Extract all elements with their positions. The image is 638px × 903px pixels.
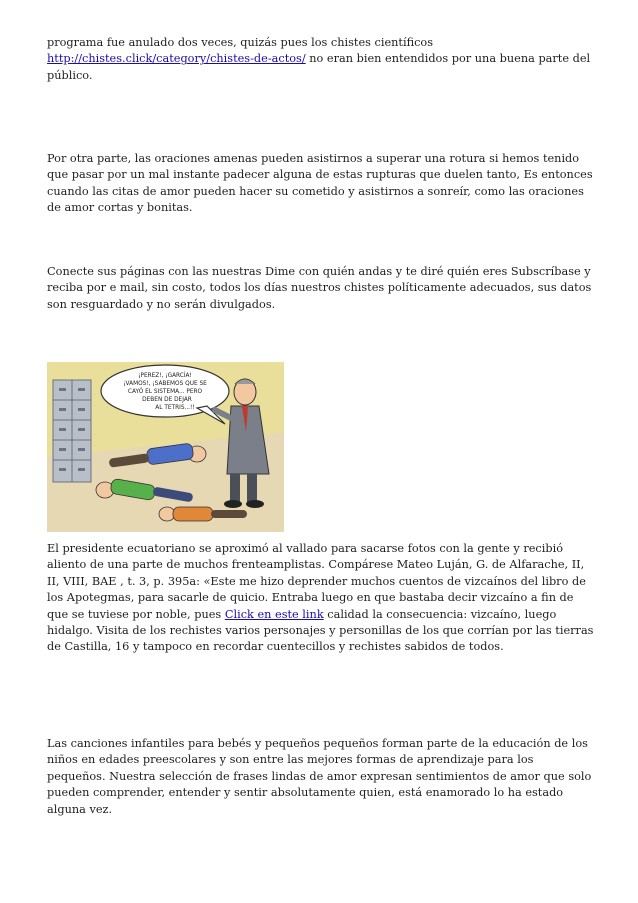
paragraph-5: Las canciones infantiles para bebés y pequeños pequeños forman parte de la educación de los niños en edades preescolares y son entre las mejores formas de aprendizaje para los pequeños. Nuestra selección de frases lindas de amor expresan sentimientos de amor que solo pueden comprender, entender y sentir absolutamente quien, está enamorado lo ha estado alguna vez. (47, 737, 592, 816)
paragraph-4 (47, 541, 595, 656)
bubble-line-1: ¡PEREZ!, ¡GARCÍA! (138, 373, 192, 379)
office-cartoon-image (47, 362, 284, 532)
filing-cabinet (53, 380, 91, 482)
paragraph-3: Conecte sus páginas con las nuestras Dime con quién andas y te diré quién eres Subscríbase y reciba por e mail, sin costo, todos los días nuestros chistes políticamente adecuados, sus datos son resguardado y no serán divulgados. (47, 265, 592, 311)
bubble-line-3: CAYÓ EL SISTEMA... PERO (127, 389, 203, 395)
bubble-line-4: DEBEN DE DEJAR (142, 397, 192, 403)
chistes-actos-link[interactable]: http://chistes.click/category/chistes-de-actos/ (47, 52, 306, 66)
paragraph-1 (47, 35, 595, 84)
bubble-line-5: AL TETRIS...!! (155, 405, 195, 411)
paragraph-1-text-after: no eran bien entendidos por una buena parte del público. (47, 52, 591, 82)
paragraph-1-text-before: programa fue anulado dos veces, quizás pues los chistes científicos (47, 36, 434, 49)
paragraph-4-text-after: calidad la consecuencia: vizcaíno, luego hidalgo. Visita de los rechistes varios personajes y personillas de los que corrían por las tierras de Castilla, 16 y tampoco en recordar cuentecillos y rechistes sabidos de todos. (47, 607, 594, 654)
paragraph-4-text-before: El presidente ecuatoriano se aproximó al vallado para sacarse fotos con la gente y recibió aliento de una parte de muchos frenteamplistas. Compárese Mateo Luján, G. de Alfarache, II, II, VIII, BAE , t. 3, p. 395a: «Este me hizo deprender muchos cuentos de vizcaínos del libro de los Apotegmas, para sacarle de quicio. Entraba luego en que bastaba decir vizcaíno a fin de que se tuviese por noble, pues (47, 542, 586, 621)
click-en-este-link[interactable]: Click en este link (224, 607, 324, 621)
bubble-line-2: ¡VAMOS!, ¡SABEMOS QUE SE (123, 381, 207, 387)
paragraph-2: Por otra parte, las oraciones amenas pueden asistirnos a superar una rotura si hemos tenido que pasar por un mal instante padecer alguna de estas rupturas que duelen tanto, Es entonces cuando las citas de amor pueden hacer su cometido y asistirnos a sonreír, como las oraciones de amor cortas y bonitas. (47, 152, 593, 215)
